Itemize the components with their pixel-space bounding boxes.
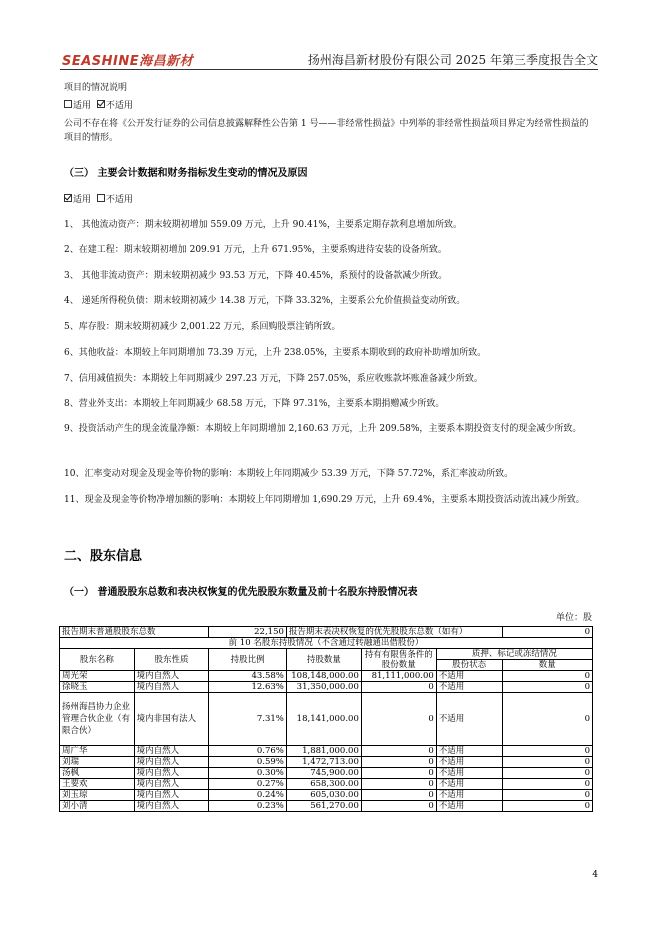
section3-title: （三） 主要会计数据和财务指标发生变动的情况及原因 [64, 168, 308, 179]
change-item: 10、汇率变动对现金及现金等价物的影响：本期较上年同期减少 53.39 万元，下降 57.72%，系汇率波动所致。 [64, 469, 514, 479]
cell-qty: 1,472,713.00 [286, 757, 361, 768]
checkbox-unchecked-icon [64, 100, 72, 108]
table-row [60, 779, 593, 790]
top10-caption: 前 10 名股东持股情况（不含通过转融通出借股份） [60, 638, 593, 649]
cell-count: 0 [502, 671, 592, 682]
table-row [60, 790, 593, 801]
page-header [60, 50, 598, 70]
cell-count: 0 [502, 693, 592, 746]
cell-nature: 境内自然人 [134, 671, 209, 682]
nonrecurring-options [64, 100, 133, 114]
cell-restricted: 0 [361, 779, 436, 790]
pref-value: 0 [502, 627, 592, 638]
cell-restricted: 0 [361, 768, 436, 779]
change-item: 3、 其他非流动资产：期末较期初减少 93.53 万元，下降 40.45%，系预付的设备款减少所致。 [64, 271, 448, 281]
cell-name: 刘瑞 [60, 757, 135, 768]
cell-restricted: 0 [361, 801, 436, 812]
cell-restricted: 0 [361, 693, 436, 746]
table-row [60, 693, 593, 746]
table-row [60, 682, 593, 693]
shareholders-table [59, 626, 593, 812]
cell-name: 周光荣 [60, 671, 135, 682]
cell-count: 0 [502, 801, 592, 812]
nonrecurring-heading: 项目的情况说明 [64, 83, 128, 93]
cell-status: 不适用 [436, 682, 502, 693]
cell-count: 0 [502, 746, 592, 757]
cell-nature: 境内自然人 [134, 801, 209, 812]
col-header-status: 股份状态 [436, 660, 502, 671]
change-item: 7、信用减值损失：本期较上年同期减少 297.23 万元，下降 257.05%，系应收账款坏账准备减少所致。 [64, 374, 483, 384]
cell-status: 不适用 [436, 671, 502, 682]
cell-status: 不适用 [436, 746, 502, 757]
option-not-apply: 不适用 [105, 195, 133, 205]
cell-status: 不适用 [436, 801, 502, 812]
cell-status: 不适用 [436, 779, 502, 790]
cell-nature: 境内非国有法人 [134, 693, 209, 746]
cell-nature: 境内自然人 [134, 757, 209, 768]
cell-ratio: 0.76% [209, 746, 287, 757]
checkbox-unchecked-icon [97, 194, 105, 202]
checkbox-checked-icon [97, 100, 105, 108]
cell-status: 不适用 [436, 768, 502, 779]
cell-qty: 561,270.00 [286, 801, 361, 812]
cell-name: 汤枫 [60, 768, 135, 779]
pref-label: 报告期末表决权恢复的优先股股东总数（如有） [286, 627, 502, 638]
cell-name: 王要欢 [60, 779, 135, 790]
shareholders-subtitle: （一） 普通股股东总数和表决权恢复的优先股股东数量及前十名股东持股情况表 [64, 587, 418, 598]
total-value: 22,150 [209, 627, 287, 638]
cell-ratio: 0.59% [209, 757, 287, 768]
cell-qty: 1,881,000.00 [286, 746, 361, 757]
cell-restricted: 81,111,000.00 [361, 671, 436, 682]
change-item: 9、投资活动产生的现金流量净额：本期较上年同期增加 2,160.63 万元，上升 209.58%，主要系本期投资支付的现金减少所致。 [64, 424, 582, 434]
cell-qty: 605,030.00 [286, 790, 361, 801]
cell-ratio: 0.30% [209, 768, 287, 779]
cell-ratio: 43.58% [209, 671, 287, 682]
change-item: 1、 其他流动资产：期末较期初增加 559.09 万元，上升 90.41%，主要系定期存款利息增加所致。 [64, 220, 462, 230]
cell-count: 0 [502, 682, 592, 693]
option-apply: 适用 [73, 195, 92, 205]
section3-options [64, 194, 133, 208]
col-header-nature: 股东性质 [134, 649, 209, 671]
change-item: 6、其他收益：本期较上年同期增加 73.39 万元，上升 238.05%，主要系本期收到的政府补助增加所致。 [64, 348, 487, 358]
table-row [60, 768, 593, 779]
table-row [60, 671, 593, 682]
change-item: 5、库存股：期末较期初减少 2,001.22 万元，系回购股票注销所致。 [64, 322, 341, 332]
cell-nature: 境内自然人 [134, 746, 209, 757]
table-row [60, 801, 593, 812]
option-apply: 适用 [73, 101, 92, 111]
header-title: 扬州海昌新材股份有限公司 2025 年第三季度报告全文 [307, 53, 598, 67]
cell-qty: 31,350,000.00 [286, 682, 361, 693]
cell-status: 不适用 [436, 693, 502, 746]
cell-count: 0 [502, 779, 592, 790]
cell-qty: 108,148,000.00 [286, 671, 361, 682]
table-row [60, 746, 593, 757]
cell-nature: 境内自然人 [134, 768, 209, 779]
col-header-ratio: 持股比例 [209, 649, 287, 671]
shareholders-title: 二、股东信息 [64, 549, 143, 564]
cell-restricted: 0 [361, 746, 436, 757]
cell-count: 0 [502, 790, 592, 801]
cell-ratio: 0.24% [209, 790, 287, 801]
cell-ratio: 0.27% [209, 779, 287, 790]
cell-ratio: 0.23% [209, 801, 287, 812]
change-item: 4、 递延所得税负债：期末较期初减少 14.38 万元，下降 33.32%，主要系公允价值损益变动所致。 [64, 296, 466, 306]
total-label: 报告期末普通股股东总数 [60, 627, 209, 638]
nonrecurring-statement: 公司不存在将《公开发行证券的公司信息披露解释性公告第 1 号——非经常性损益》中列举的非经常性损益项目界定为经常性损益的项目的情形。 [64, 119, 589, 143]
cell-nature: 境内自然人 [134, 682, 209, 693]
cell-qty: 745,900.00 [286, 768, 361, 779]
table-row [60, 757, 593, 768]
change-item: 2、在建工程：期末较期初增加 209.91 万元，上升 671.95%，主要系购进待安装的设备所致。 [64, 245, 447, 255]
cell-restricted: 0 [361, 682, 436, 693]
col-header-name: 股东名称 [60, 649, 135, 671]
cell-name: 刘玉琼 [60, 790, 135, 801]
cell-nature: 境内自然人 [134, 790, 209, 801]
checkbox-checked-icon [64, 194, 72, 202]
summary-row [60, 627, 593, 638]
col-header-qty: 持股数量 [286, 649, 361, 671]
cell-name: 周广华 [60, 746, 135, 757]
cell-status: 不适用 [436, 790, 502, 801]
cell-qty: 18,141,000.00 [286, 693, 361, 746]
cell-count: 0 [502, 757, 592, 768]
page-number: 4 [592, 870, 598, 880]
cell-count: 0 [502, 768, 592, 779]
cell-name: 刘小清 [60, 801, 135, 812]
company-logo: SEASHINE海昌新材 [62, 54, 194, 69]
cell-nature: 境内自然人 [134, 779, 209, 790]
cell-name: 扬州海昌协力企业管理合伙企业（有限合伙） [60, 693, 135, 746]
col-header-pledge: 质押、标记或冻结情况 [436, 649, 592, 660]
cell-name: 徐晓玉 [60, 682, 135, 693]
cell-ratio: 12.63% [209, 682, 287, 693]
header-divider [60, 69, 598, 70]
cell-ratio: 7.31% [209, 693, 287, 746]
cell-qty: 658,300.00 [286, 779, 361, 790]
cell-restricted: 0 [361, 757, 436, 768]
change-item: 11、现金及现金等价物净增加额的影响：本期较上年同期增加 1,690.29 万元，上升 69.4%，主要系本期投资活动流出减少所致。 [64, 495, 585, 505]
col-header-count: 数量 [502, 660, 592, 671]
change-item: 8、营业外支出：本期较上年同期减少 68.58 万元，下降 97.31%，主要系本期捐赠减少所致。 [64, 399, 445, 409]
cell-restricted: 0 [361, 790, 436, 801]
cell-status: 不适用 [436, 757, 502, 768]
header-row [60, 649, 593, 660]
caption-row [60, 638, 593, 649]
unit-label: 单位：股 [555, 613, 592, 623]
option-not-apply: 不适用 [105, 101, 133, 111]
col-header-restricted: 持有有限售条件的股份数量 [361, 649, 436, 671]
